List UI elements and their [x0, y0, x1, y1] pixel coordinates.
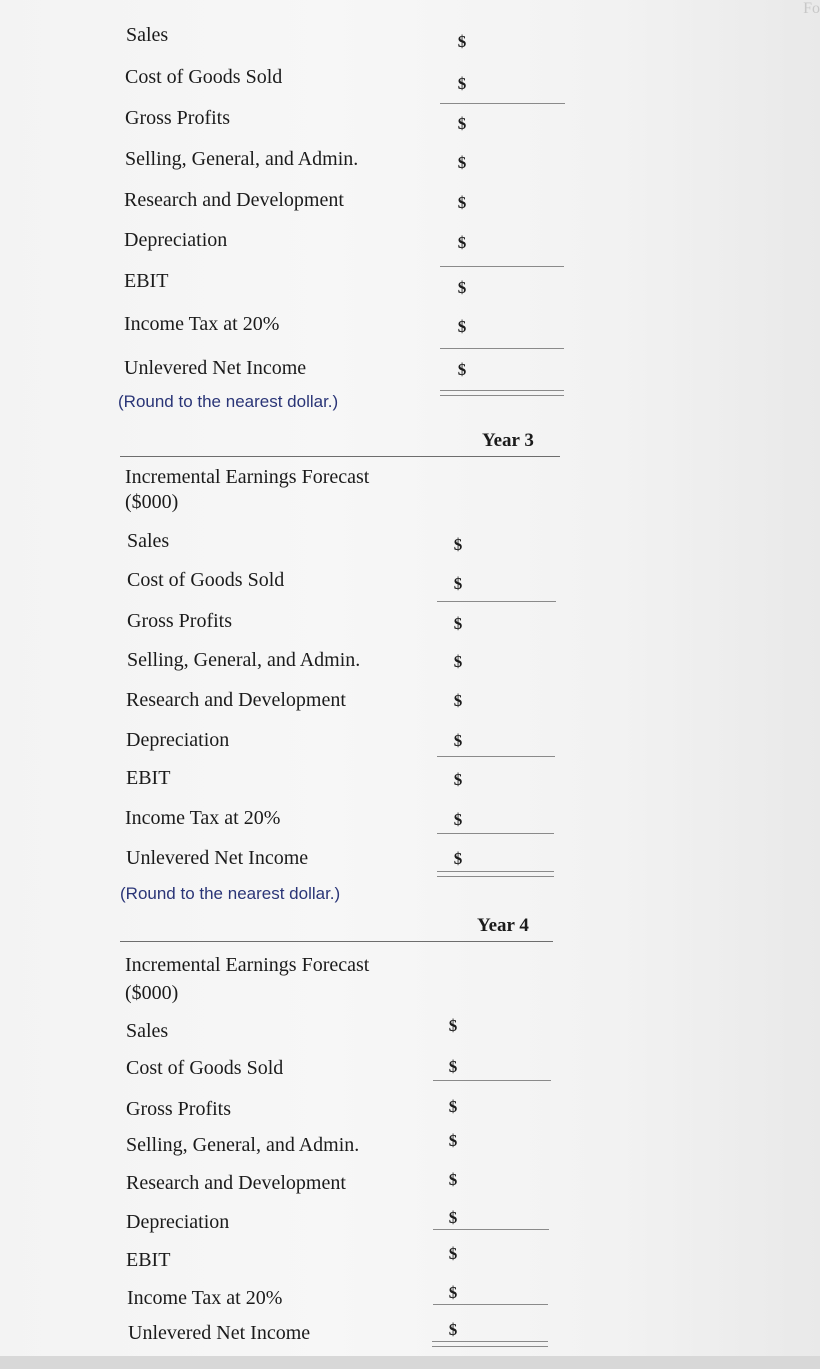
dollar-sign: $ [457, 360, 467, 379]
subtotal-rule [433, 1304, 548, 1305]
label-cogs: Cost of Goods Sold [127, 569, 285, 591]
dollar-sign: $ [453, 535, 463, 554]
label-gross-profits: Gross Profits [127, 610, 233, 632]
dollar-sign: $ [448, 1097, 458, 1116]
label-ebit: EBIT [126, 767, 171, 789]
table-top-rule [120, 941, 553, 942]
label-rnd: Research and Development [126, 1172, 346, 1194]
label-depreciation: Depreciation [124, 229, 228, 251]
subtotal-rule [437, 833, 554, 834]
dollar-sign: $ [453, 770, 463, 789]
table-top-rule [120, 456, 560, 457]
dollar-sign: $ [448, 1244, 458, 1263]
dollar-sign: $ [457, 32, 467, 51]
dollar-sign: $ [457, 233, 467, 252]
subtotal-rule [440, 348, 564, 349]
label-rnd: Research and Development [126, 689, 346, 711]
label-sales: Sales [126, 1020, 169, 1042]
total-double-rule [437, 871, 554, 877]
table-units: ($000) [125, 491, 179, 513]
table-title: Incremental Earnings Forecast [125, 466, 370, 488]
label-unlevered-net-income: Unlevered Net Income [126, 847, 309, 869]
dollar-sign: $ [448, 1320, 458, 1339]
subtotal-rule [437, 601, 556, 602]
dollar-sign: $ [453, 652, 463, 671]
dollar-sign: $ [453, 731, 463, 750]
dollar-sign: $ [448, 1131, 458, 1150]
subtotal-rule [437, 756, 555, 757]
label-unlevered-net-income: Unlevered Net Income [128, 1322, 311, 1344]
screen-bottom-edge [0, 1356, 820, 1369]
dollar-sign: $ [448, 1016, 458, 1035]
subtotal-rule [440, 266, 564, 267]
dollar-sign: $ [457, 193, 467, 212]
subtotal-rule [440, 103, 565, 104]
table-units: ($000) [125, 982, 179, 1004]
label-income-tax: Income Tax at 20% [127, 1287, 283, 1309]
label-cogs: Cost of Goods Sold [125, 66, 283, 88]
dollar-sign: $ [457, 278, 467, 297]
label-rnd: Research and Development [124, 189, 344, 211]
label-depreciation: Depreciation [126, 1211, 230, 1233]
label-income-tax: Income Tax at 20% [124, 313, 280, 335]
label-gross-profits: Gross Profits [125, 107, 231, 129]
round-note: (Round to the nearest dollar.) [118, 392, 339, 411]
table-title: Incremental Earnings Forecast [125, 954, 370, 976]
dollar-sign: $ [453, 574, 463, 593]
label-cogs: Cost of Goods Sold [126, 1057, 284, 1079]
total-double-rule [432, 1341, 548, 1347]
dollar-sign: $ [457, 114, 467, 133]
label-ebit: EBIT [126, 1249, 171, 1271]
dollar-sign: $ [453, 614, 463, 633]
dollar-sign: $ [448, 1208, 458, 1227]
label-gross-profits: Gross Profits [126, 1098, 232, 1120]
label-unlevered-net-income: Unlevered Net Income [124, 357, 307, 379]
dollar-sign: $ [448, 1057, 458, 1076]
label-sga: Selling, General, and Admin. [125, 148, 359, 170]
dollar-sign: $ [453, 810, 463, 829]
dollar-sign: $ [457, 153, 467, 172]
label-sales: Sales [126, 24, 169, 46]
subtotal-rule [433, 1229, 549, 1230]
dollar-sign: $ [453, 691, 463, 710]
label-depreciation: Depreciation [126, 729, 230, 751]
label-sga: Selling, General, and Admin. [126, 1134, 360, 1156]
corner-text: Fo [803, 0, 820, 17]
year-heading: Year 3 [482, 430, 534, 451]
label-sga: Selling, General, and Admin. [127, 649, 361, 671]
label-income-tax: Income Tax at 20% [125, 807, 281, 829]
dollar-sign: $ [453, 849, 463, 868]
subtotal-rule [433, 1080, 551, 1081]
dollar-sign: $ [448, 1170, 458, 1189]
round-note: (Round to the nearest dollar.) [120, 884, 341, 903]
dollar-sign: $ [448, 1283, 458, 1302]
total-double-rule [440, 390, 564, 396]
dollar-sign: $ [457, 317, 467, 336]
label-sales: Sales [127, 530, 170, 552]
label-ebit: EBIT [124, 270, 169, 292]
year-heading: Year 4 [477, 915, 529, 936]
dollar-sign: $ [457, 74, 467, 93]
